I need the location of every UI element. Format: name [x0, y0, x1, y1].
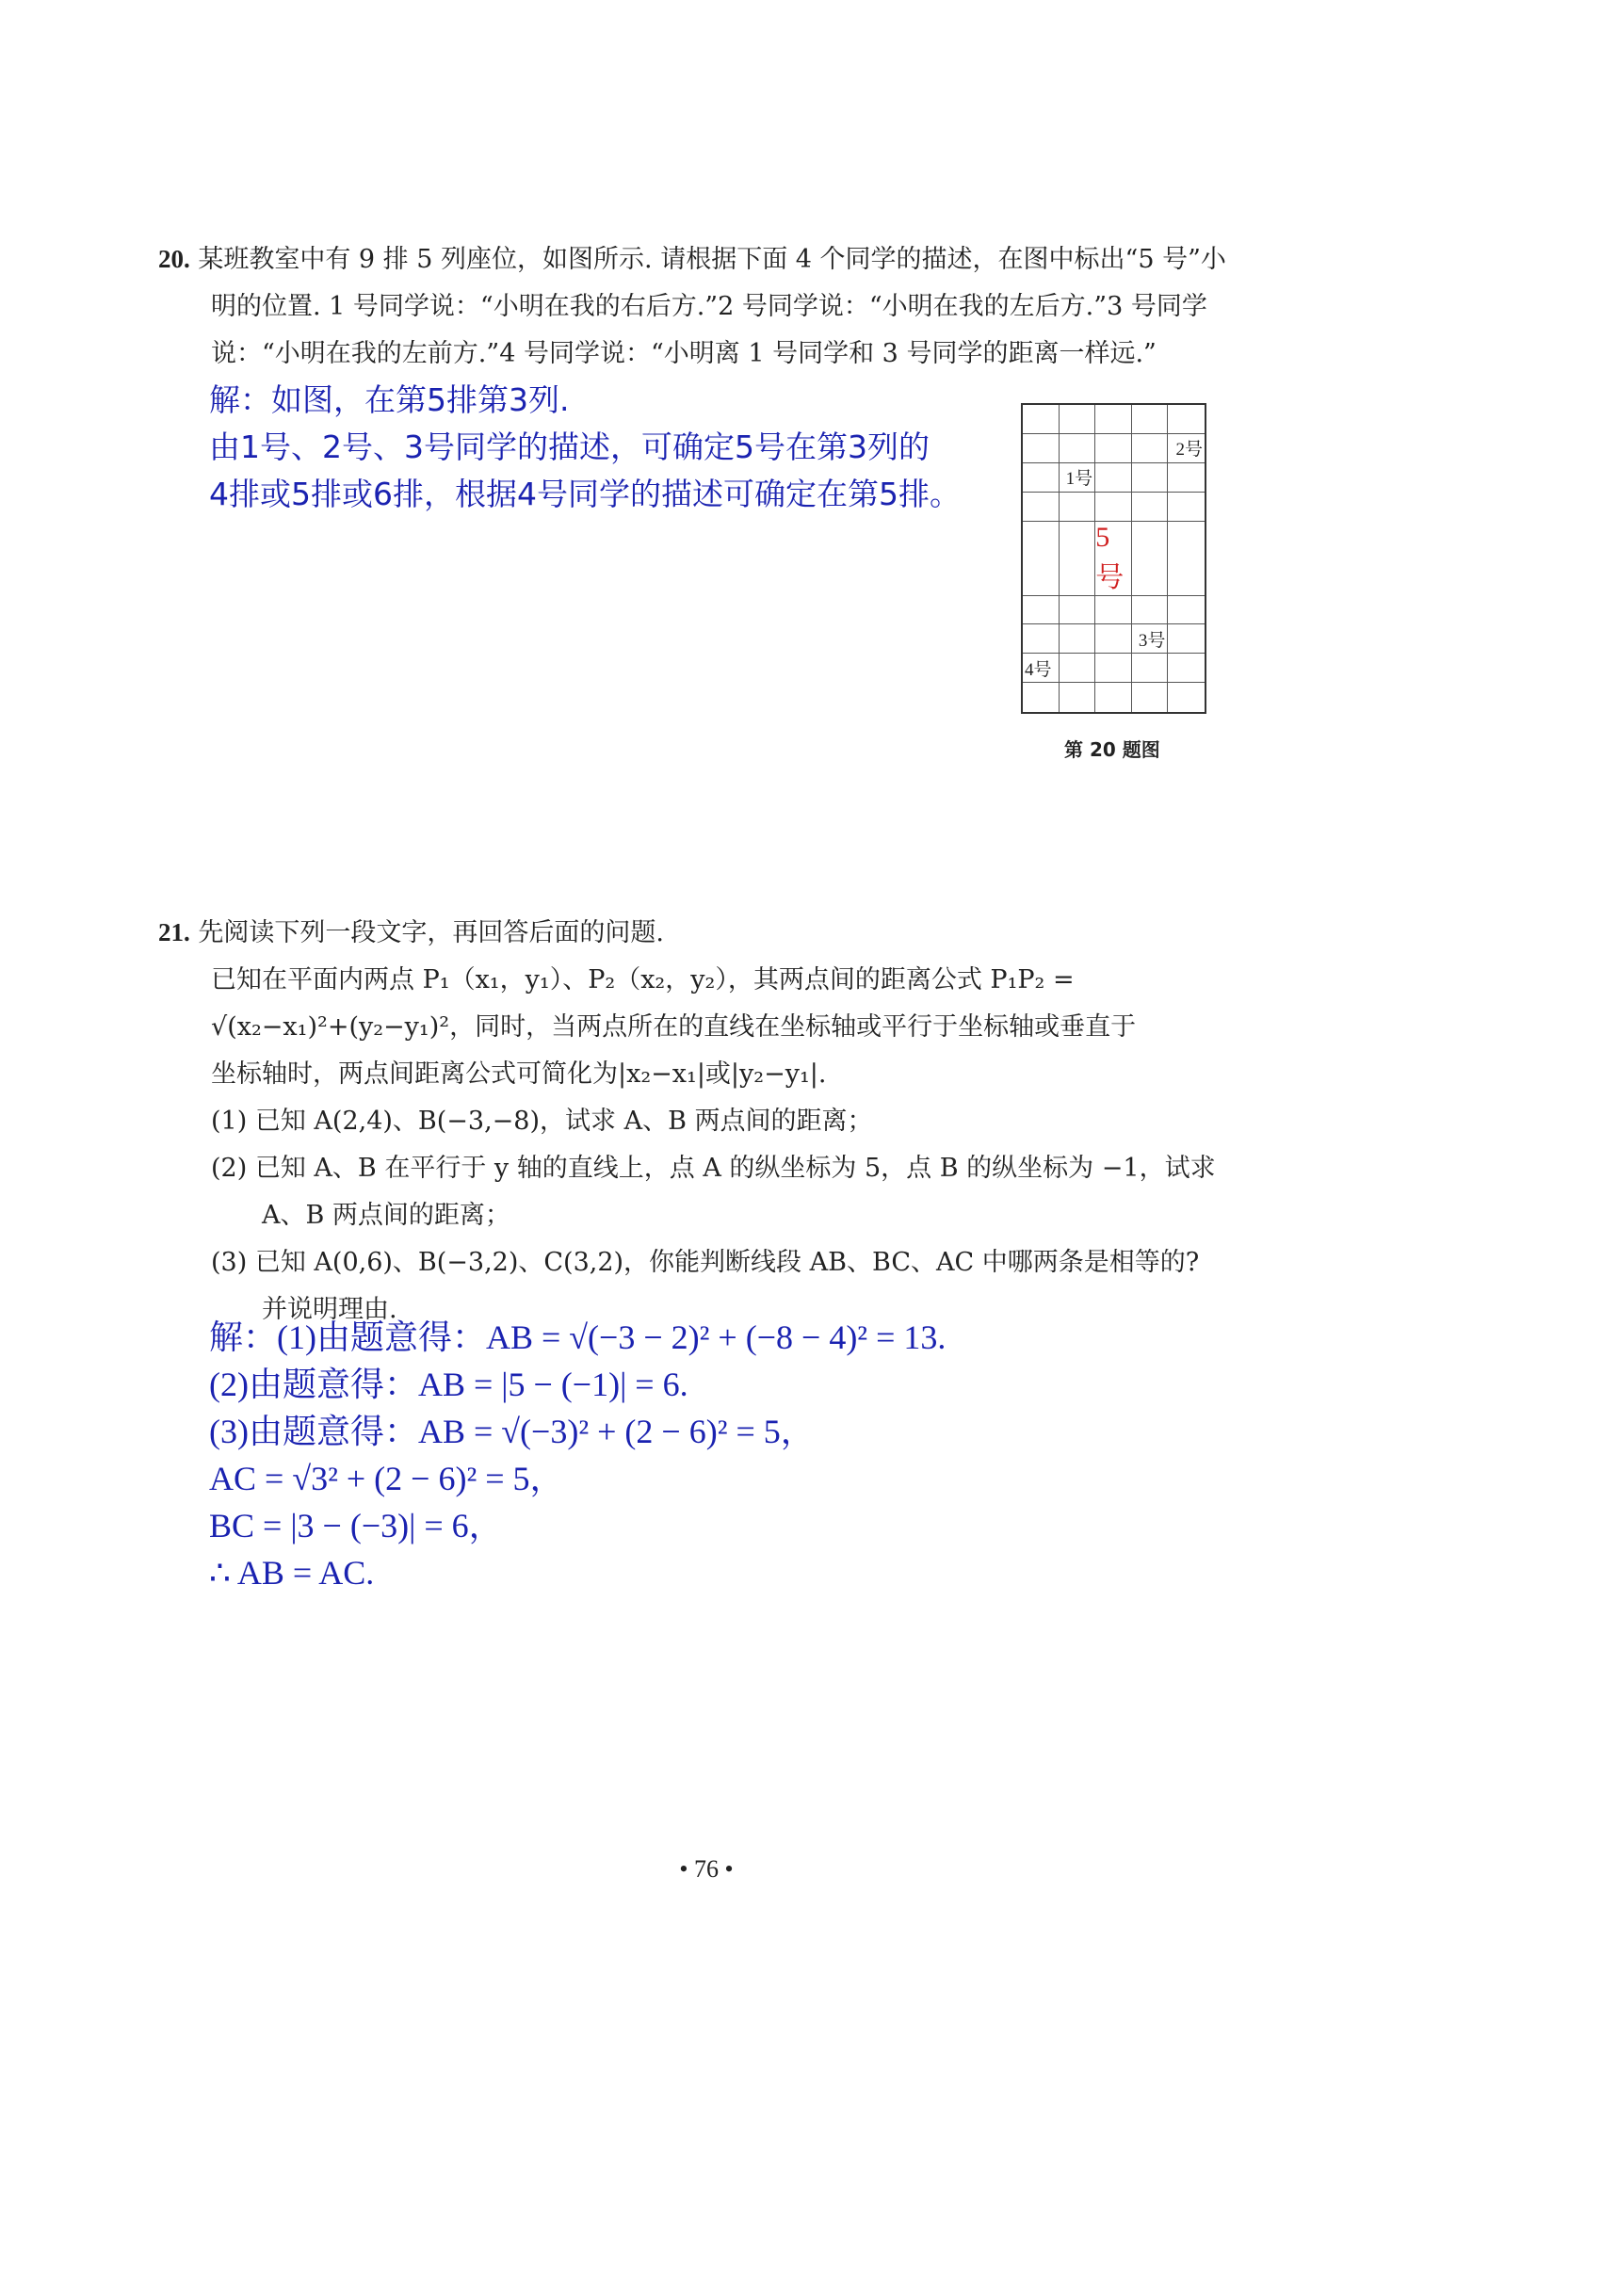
- q20-answer-line-3: 4排或5排或6排，根据4号同学的描述可确定在第5排。: [209, 476, 961, 512]
- q21-sub3b: 并说明理由.: [262, 1295, 397, 1324]
- q21-number: 21.: [158, 918, 190, 946]
- q21-answer-line-3: (3)由题意得：AB = √(−3)² + (2 − 6)² = 5，: [209, 1413, 815, 1450]
- question-21: [158, 909, 1251, 1334]
- figure-caption: 第 20 题图: [1064, 738, 1160, 761]
- grid-cell: [1060, 654, 1096, 683]
- q21-p2: √(x₂−x₁)²+(y₂−y₁)²，同时，当两点所在的直线在坐标轴或平行于坐标轴或垂直于: [211, 1012, 1137, 1042]
- grid-cell: [1132, 683, 1169, 712]
- grid-cell: [1060, 405, 1096, 434]
- grid-cell: [1132, 493, 1169, 522]
- q21-p3: 坐标轴时，两点间距离公式可简化为|x₂−x₁|或|y₂−y₁|.: [211, 1059, 827, 1089]
- grid-cell: [1132, 434, 1169, 463]
- q21-sub1: (1) 已知 A(2,4)、B(−3,−8)，试求 A、B 两点间的距离；: [211, 1107, 873, 1136]
- seat-label-2: 2号: [1168, 434, 1205, 463]
- grid-cell: [1023, 463, 1060, 493]
- grid-cell: [1168, 405, 1205, 434]
- grid-cell: [1095, 654, 1132, 683]
- q21-answer-line-2: (2)由题意得：AB = |5 − (−1)| = 6.: [209, 1366, 688, 1403]
- grid-cell: [1060, 683, 1096, 712]
- grid-cell: [1168, 683, 1205, 712]
- grid-cell: [1132, 463, 1169, 493]
- grid-cell: [1132, 596, 1169, 625]
- q21-sub2a: (2) 已知 A、B 在平行于 y 轴的直线上，点 A 的纵坐标为 5，点 B 的纵坐标为 −1，试求: [211, 1154, 1216, 1183]
- grid-cell: [1023, 493, 1060, 522]
- grid-cell: [1168, 654, 1205, 683]
- q20-number: 20.: [158, 245, 190, 273]
- seating-grid: [1021, 403, 1206, 714]
- grid-cell: [1060, 596, 1096, 625]
- grid-cell: [1060, 493, 1096, 522]
- grid-cell: [1095, 434, 1132, 463]
- seat-label-4: 4号: [1023, 654, 1060, 683]
- grid-cell: [1132, 654, 1169, 683]
- grid-cell: [1060, 434, 1096, 463]
- grid-cell: [1168, 522, 1205, 596]
- q21-sub3a: (3) 已知 A(0,6)、B(−3,2)、C(3,2)，你能判断线段 AB、BC、AC 中哪两条是相等的?: [211, 1248, 1200, 1277]
- page-number: • 76 •: [679, 1855, 734, 1883]
- grid-cell: [1023, 522, 1060, 596]
- q20-line-1: 20. 某班教室中有 9 排 5 列座位，如图所示. 请根据下面 4 个同学的描述，在图中标出“5 号”小: [158, 245, 1226, 274]
- grid-cell: [1168, 624, 1205, 654]
- grid-cell: [1095, 683, 1132, 712]
- seat-label-3: 3号: [1132, 624, 1169, 654]
- grid-cell: [1095, 624, 1132, 654]
- grid-cell: [1095, 405, 1132, 434]
- grid-cell: [1132, 405, 1169, 434]
- grid-cell: [1060, 624, 1096, 654]
- grid-cell: [1095, 596, 1132, 625]
- grid-cell: [1023, 405, 1060, 434]
- grid-cell: [1168, 493, 1205, 522]
- q21-answer-line-1: 解：(1)由题意得：AB = √(−3 − 2)² + (−8 − 4)² = 13.: [209, 1318, 947, 1356]
- grid-cell: [1023, 624, 1060, 654]
- q21-p1: 已知在平面内两点 P₁（x₁，y₁）、P₂（x₂，y₂），其两点间的距离公式 P₁P₂ =: [211, 965, 1075, 994]
- grid-cell: [1060, 522, 1096, 596]
- q20-answer-line-1: 解：如图，在第5排第3列.: [209, 381, 570, 418]
- grid-cell: [1095, 493, 1132, 522]
- q21-answer-line-6: ∴ AB = AC.: [209, 1554, 375, 1592]
- q20-line-3: 说：“小明在我的左前方.”4 号同学说：“小明离 1 号同学和 3 号同学的距离一样远.”: [211, 339, 1157, 368]
- grid-cell: [1023, 683, 1060, 712]
- q20-answer-line-2: 由1号、2号、3号同学的描述，可确定5号在第3列的: [209, 428, 930, 465]
- grid-cell: [1132, 522, 1169, 596]
- grid-cell: [1023, 596, 1060, 625]
- seat-label-5: 5号: [1095, 522, 1132, 596]
- q21-answer-line-5: BC = |3 − (−3)| = 6，: [209, 1507, 503, 1544]
- grid-cell: [1023, 434, 1060, 463]
- grid-cell: [1095, 463, 1132, 493]
- q21-answer-line-4: AC = √3² + (2 − 6)² = 5，: [209, 1460, 564, 1497]
- grid-cell: [1168, 596, 1205, 625]
- seat-label-1: 1号: [1060, 463, 1096, 493]
- q21-intro: 21. 先阅读下列一段文字，再回答后面的问题.: [158, 918, 664, 947]
- question-20: [158, 235, 1251, 378]
- grid-cell: [1168, 463, 1205, 493]
- q21-sub2b: A、B 两点间的距离；: [262, 1201, 510, 1230]
- q20-line-2: 明的位置. 1 号同学说：“小明在我的右后方.”2 号同学说：“小明在我的左后方.”3 号同学: [211, 292, 1207, 321]
